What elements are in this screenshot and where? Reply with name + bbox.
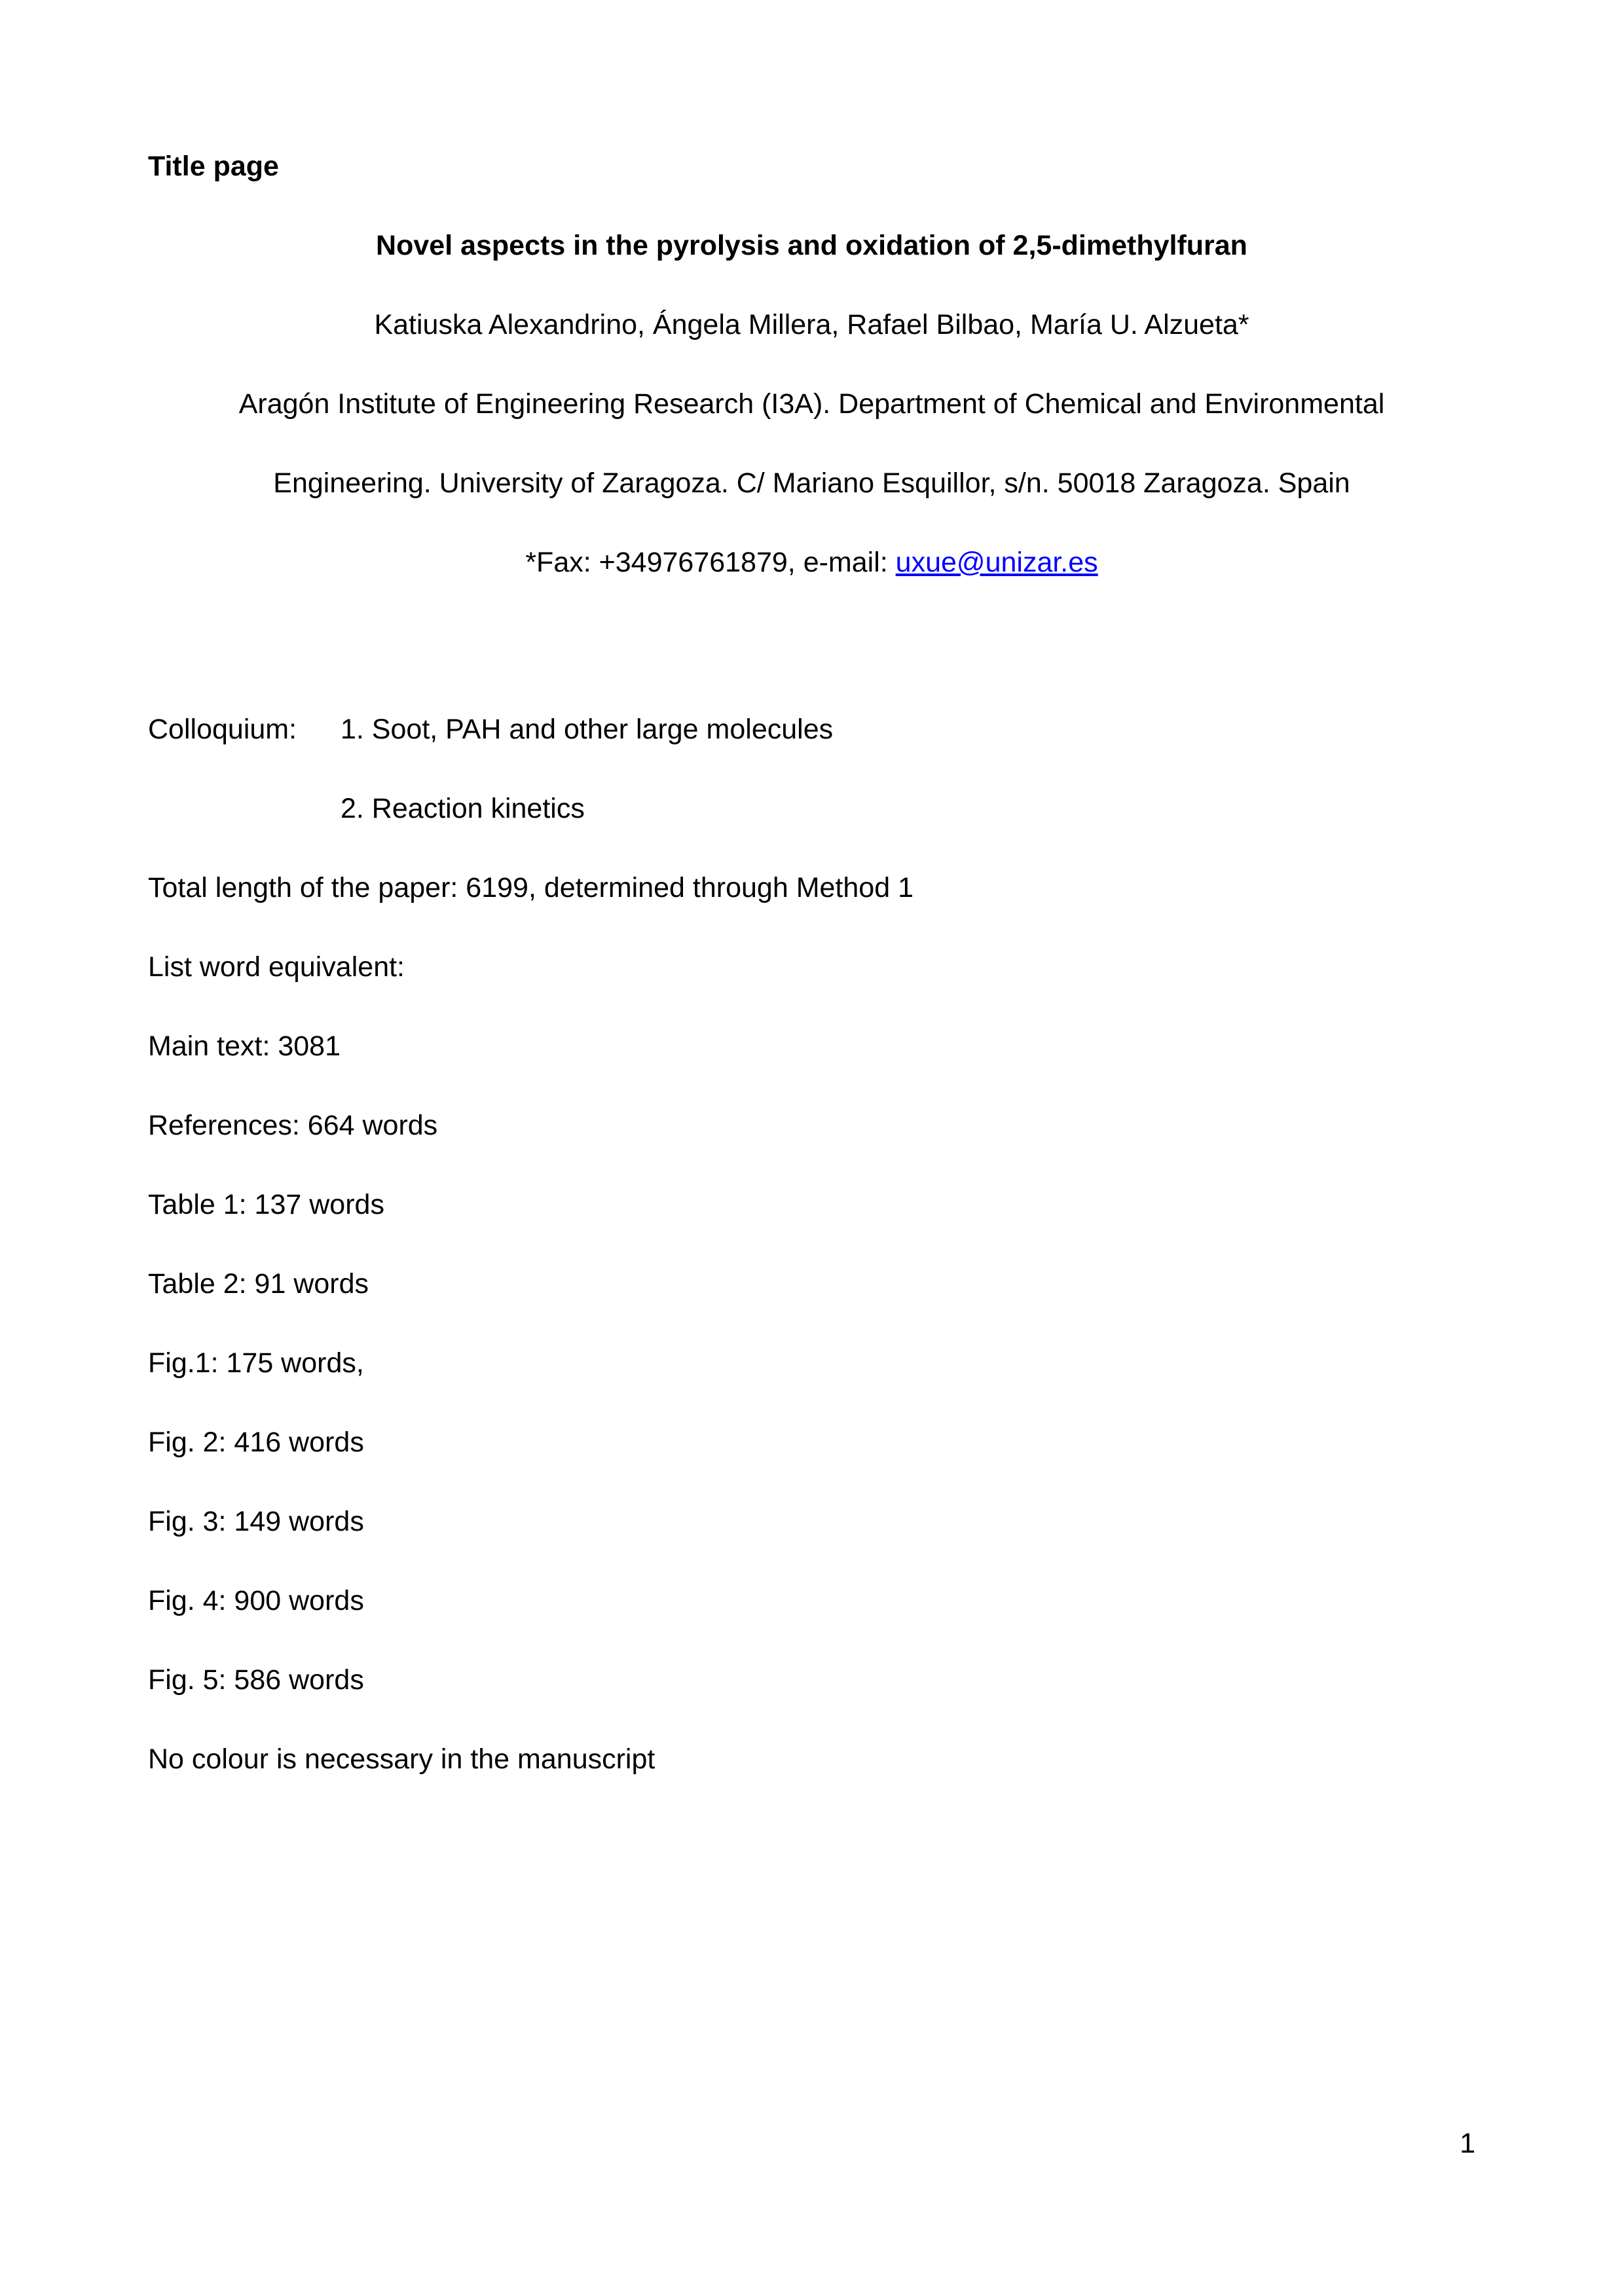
length-line-no-colour: No colour is necessary in the manuscript bbox=[148, 1743, 655, 1775]
colloquium-label-spacer bbox=[148, 769, 341, 848]
colloquium-label: Colloquium: bbox=[148, 714, 297, 745]
email-link[interactable]: uxue@unizar.es bbox=[895, 547, 1098, 578]
contact-prefix: *Fax: +34976761879, e-mail: bbox=[525, 547, 896, 578]
length-line-fig-4: Fig. 4: 900 words bbox=[148, 1585, 364, 1616]
colloquium-item-2: 2. Reaction kinetics bbox=[341, 793, 585, 824]
affiliation-line-1: Aragón Institute of Engineering Research (I3A). Department of Chemical and Environmental bbox=[238, 388, 1385, 420]
length-line-main-text: Main text: 3081 bbox=[148, 1030, 341, 1062]
colloquium-row-2 bbox=[148, 769, 1475, 848]
page-number: 1 bbox=[1460, 2128, 1475, 2159]
length-line-table-1: Table 1: 137 words bbox=[148, 1189, 384, 1220]
length-line-references: References: 664 words bbox=[148, 1110, 438, 1141]
length-line-total: Total length of the paper: 6199, determined through Method 1 bbox=[148, 872, 913, 903]
length-line-fig-2: Fig. 2: 416 words bbox=[148, 1427, 364, 1458]
paper-title: Novel aspects in the pyrolysis and oxidation of 2,5-dimethylfuran bbox=[376, 230, 1247, 261]
affiliation-line-2: Engineering. University of Zaragoza. C/ Mariano Esquillor, s/n. 50018 Zaragoza. Spain bbox=[273, 467, 1350, 499]
length-line-list-word-equivalent: List word equivalent: bbox=[148, 951, 405, 983]
length-line-table-2: Table 2: 91 words bbox=[148, 1268, 369, 1300]
length-line-fig-3: Fig. 3: 149 words bbox=[148, 1506, 364, 1537]
contact-line bbox=[148, 523, 1475, 602]
section-heading-title-page: Title page bbox=[148, 151, 279, 182]
colloquium-row-1 bbox=[148, 690, 1475, 769]
authors-line: Katiuska Alexandrino, Ángela Millera, Rafael Bilbao, María U. Alzueta* bbox=[374, 309, 1249, 340]
colloquium-item-1: 1. Soot, PAH and other large molecules bbox=[341, 714, 834, 745]
length-line-fig-1: Fig.1: 175 words, bbox=[148, 1347, 364, 1379]
length-line-fig-5: Fig. 5: 586 words bbox=[148, 1664, 364, 1696]
